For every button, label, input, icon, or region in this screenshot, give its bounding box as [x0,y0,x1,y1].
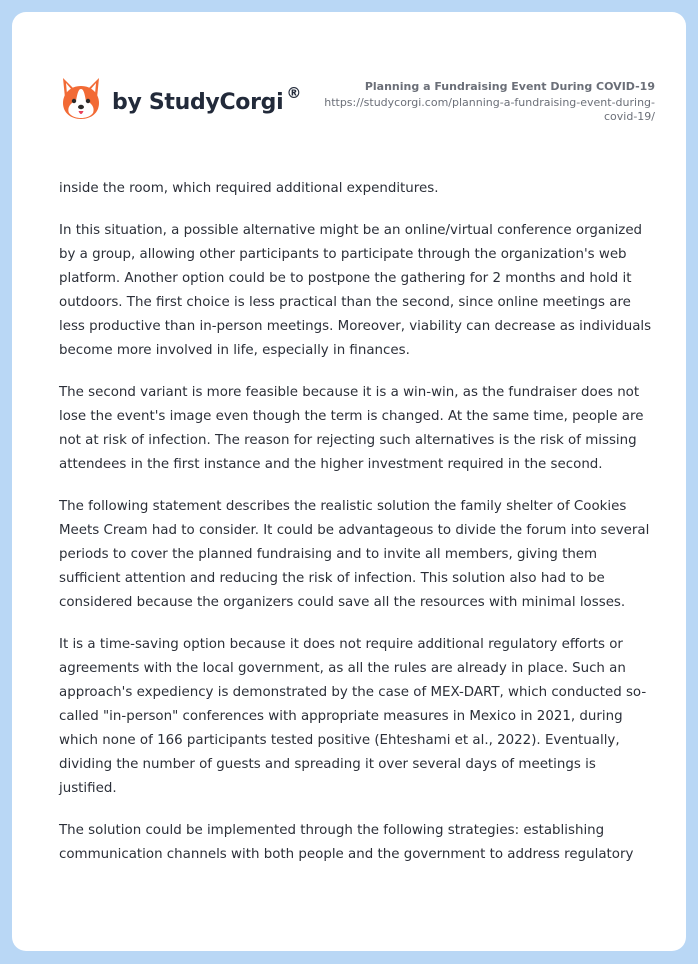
corgi-icon [60,76,102,122]
paragraph: It is a time-saving option because it does not require additional regulatory efforts or agreements with the local government, as all the rules are already in place. Such an approach's expediency is demonstrated by the case of MEX-DART, which conducted so-called "in-person" conferences with appropriate measures in Mexico in 2021, during which none of 166 participants tested positive (Ehteshami et al., 2022). Eventually, dividing the number of guests and spreading it over several days of meetings is justified. [59,637,647,796]
registered-mark: ® [286,83,302,102]
document-page [12,12,686,951]
paragraph: The following statement describes the realistic solution the family shelter of Cookies Meets Cream had to consider. It could be advantageous to divide the forum into several periods to cover the planned fundraising and to invite all members, giving them sufficient attention and reducing the risk of infection. This solution also had to be considered because the organizers could save all the resources with minimal losses. [59,499,650,610]
page-header [12,12,686,152]
paragraph: The second variant is more feasible because it is a win-win, as the fundraiser does not lose the event's image even though the term is changed. At the same time, people are not at risk of infection. The reason for rejecting such alternatives is the risk of missing attendees in the first instance and the higher investment required in the second. [59,385,644,472]
paragraph: inside the room, which required additional expenditures. [59,181,439,196]
paragraph: The solution could be implemented through the following strategies: establishing communication channels with both people and the government to address regulatory [59,823,634,862]
studycorgi-logo[interactable] [60,76,301,122]
document-body [59,177,657,885]
document-meta [315,80,655,124]
brand-name: by StudyCorgi ® [112,83,302,115]
document-url[interactable]: https://studycorgi.com/planning-a-fundraising-event-during-covid-19/ [324,96,655,123]
paragraph: In this situation, a possible alternative might be an online/virtual conference organized by a group, allowing other participants to participate through the organization's web platform. Another option could be to postpone the gathering for 2 months and hold it outdoors. The first choice is less practical than the second, since online meetings are less productive than in-person meetings. Moreover, viability can decrease as individuals become more involved in life, especially in finances. [59,223,652,358]
document-title: Planning a Fundraising Event During COVID-19 [364,80,655,93]
